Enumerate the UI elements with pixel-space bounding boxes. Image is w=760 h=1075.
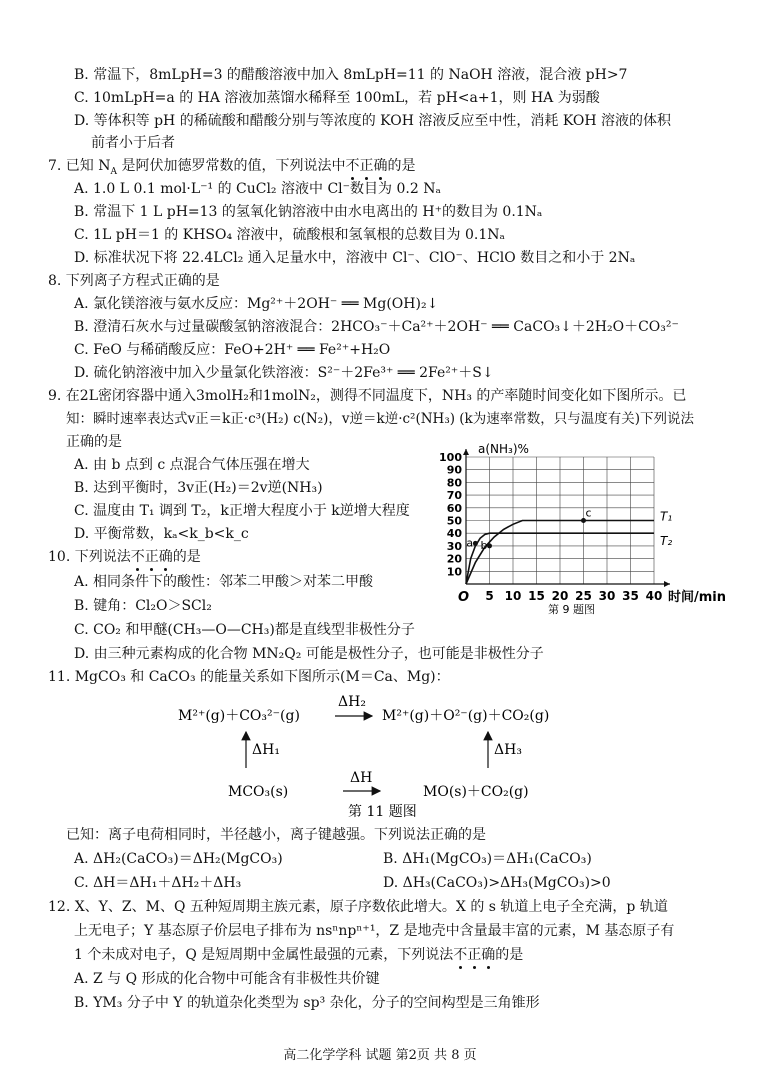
x-tick-label: 25 — [575, 589, 592, 603]
y-tick-label: 80 — [446, 476, 462, 490]
q6-option-d-cont: 前者小于后者 — [91, 135, 175, 151]
q12-stem-3: 1 个未成对电子，Q 是短周期中金属性最强的元素，下列说法不正确的是 — [74, 947, 524, 963]
chart-origin-label: O — [458, 590, 470, 605]
q8-option-c: C. FeO 与稀硝酸反应：FeO+2H⁺ ══ Fe²⁺+H₂O — [74, 342, 391, 358]
q11-stem: 11. MgCO₃ 和 CaCO₃ 的能量关系如下图所示(M＝Ca、Mg)： — [48, 669, 450, 685]
series-label-1: T₁ — [660, 509, 673, 524]
chart-x-axis-label: 时间/min — [668, 590, 727, 605]
energy-cycle-diagram — [160, 690, 600, 820]
q7-option-c: C. 1L pH＝1 的 KHSO₄ 溶液中，硫酸根和氢氧根的总数目为 0.1Nₐ — [74, 227, 505, 243]
q9-stem-1: 9. 在2L密闭容器中通入3molH₂和1molN₂，测得不同温度下，NH₃ 的产率随时间变化如下图所示。已 — [48, 388, 687, 404]
x-axis-arrow — [664, 581, 670, 587]
cycle-dh1-label: ΔH₁ — [252, 742, 280, 758]
x-tick-label: 5 — [485, 589, 494, 603]
q12-option-a: A. Z 与 Q 形成的化合物中可能含有非极性共价键 — [74, 971, 380, 987]
q10-option-d: D. 由三种元素构成的化合物 MN₂Q₂ 可能是极性分子，也可能是非极性分子 — [74, 646, 544, 662]
cycle-top-right: M²⁺(g)＋O²⁻(g)＋CO₂(g) — [382, 708, 550, 724]
x-tick-label: 10 — [504, 589, 522, 603]
q6-option-b: B. 常温下，8mLpH=3 的醋酸溶液中加入 8mLpH=11 的 NaOH 溶液，混合液 pH>7 — [74, 67, 628, 83]
q8-option-d: D. 硫化钠溶液中加入少量氯化铁溶液：S²⁻＋2Fe³⁺ ══ 2Fe²⁺＋S↓ — [74, 365, 494, 381]
chart-y-axis-label: a(NH₃)% — [478, 442, 529, 456]
point-label-a: a — [466, 536, 474, 550]
q7-option-d: D. 标准状况下将 22.4LCl₂ 通入足量水中，溶液中 Cl⁻、ClO⁻、HClO 数目之和小于 2Nₐ — [74, 250, 636, 266]
nh3-yield-chart — [430, 441, 727, 616]
q9-option-b: B. 达到平衡时，3v正(H₂)＝2v逆(NH₃) — [74, 480, 323, 496]
q9-stem-2: 知：瞬时速率表达式v正＝k正·c³(H₂) c(N₂)，v逆＝k逆·c²(NH₃) (k为速率常数，只与温度有关)下列说法 — [66, 411, 695, 427]
point-b — [487, 543, 492, 548]
cycle-dh-label: ΔH — [350, 770, 373, 786]
q11-option-b: B. ΔH₁(MgCO₃)＝ΔH₁(CaCO₃) — [383, 851, 592, 867]
q11-known: 已知：离子电荷相同时，半径越小，离子键越强。下列说法正确的是 — [66, 827, 486, 843]
x-tick-label: 35 — [622, 589, 639, 603]
q6-option-d: D. 等体积等 pH 的稀硫酸和醋酸分别与等浓度的 KOH 溶液反应至中性，消耗 KOH 溶液的体积 — [74, 113, 672, 129]
q9-option-c: C. 温度由 T₁ 调到 T₂，k正增大程度小于 k逆增大程度 — [74, 503, 410, 519]
page-footer: 高二化学学科 试题 第2页 共 8 页 — [283, 1048, 477, 1063]
q9-option-d: D. 平衡常数，kₐ<k_b<k_c — [74, 526, 249, 542]
y-tick-label: 60 — [446, 501, 462, 515]
q9-option-a: A. 由 b 点到 c 点混合气体压强在增大 — [74, 457, 310, 473]
q8-stem: 8. 下列离子方程式正确的是 — [48, 273, 220, 289]
y-tick-label: 50 — [446, 514, 462, 528]
y-tick-label: 100 — [439, 451, 462, 464]
point-label-c: c — [585, 506, 592, 520]
q8-option-a: A. 氯化镁溶液与氨水反应：Mg²⁺＋2OH⁻ ══ Mg(OH)₂↓ — [74, 296, 439, 312]
q8-option-b: B. 澄清石灰水与过量碳酸氢钠溶液混合：2HCO₃⁻＋Ca²⁺＋2OH⁻ ══ CaCO₃↓＋2H₂O＋CO₃²⁻ — [74, 319, 679, 335]
y-axis-arrow — [463, 449, 469, 455]
chart-labels — [439, 451, 672, 603]
q9-stem-3: 正确的是 — [66, 434, 122, 450]
q10-option-a: A. 相同条件下的酸性：邻苯二甲酸＞对苯二甲酸 — [74, 574, 374, 590]
q11-option-a: A. ΔH₂(CaCO₃)＝ΔH₂(MgCO₃) — [74, 851, 283, 867]
cycle-bottom-left: MCO₃(s) — [228, 784, 289, 800]
point-label-b: b — [480, 538, 488, 552]
y-tick-label: 30 — [446, 539, 462, 553]
cycle-caption: 第 11 题图 — [348, 804, 417, 820]
series-label-2: T₂ — [660, 534, 673, 549]
q11-option-c: C. ΔH＝ΔH₁＋ΔH₂＋ΔH₃ — [74, 875, 242, 891]
q7-option-a: A. 1.0 L 0.1 mol·L⁻¹ 的 CuCl₂ 溶液中 Cl⁻数目为 0.2 Nₐ — [74, 181, 441, 197]
cycle-dh2-label: ΔH₂ — [338, 694, 366, 710]
x-tick-label: 40 — [645, 589, 663, 603]
x-tick-label: 15 — [528, 589, 545, 603]
q6-option-c: C. 10mLpH=a 的 HA 溶液加蒸馏水稀释至 100mL，若 pH<a+1，则 HA 为弱酸 — [74, 90, 600, 106]
x-tick-label: 20 — [551, 589, 569, 603]
chart-title: 第 9 题图 — [548, 603, 595, 616]
cycle-bottom-right: MO(s)＋CO₂(g) — [423, 784, 529, 800]
q10-option-b: B. 键角：Cl₂O＞SCl₂ — [74, 598, 212, 614]
q7-option-b: B. 常温下 1 L pH=13 的氢氧化钠溶液中由水电离出的 H⁺的数目为 0.1Nₐ — [74, 204, 543, 220]
cycle-top-left: M²⁺(g)＋CO₃²⁻(g) — [178, 708, 300, 724]
q7-stem: 7. 已知 $N_A$ 是阿伏加德罗常数的值，下列说法中不正确的是 — [48, 158, 416, 177]
q10-option-c: C. CO₂ 和甲醚(CH₃—O—CH₃)都是直线型非极性分子 — [74, 622, 415, 638]
cycle-dh3-label: ΔH₃ — [494, 742, 522, 758]
x-tick-label: 30 — [598, 589, 616, 603]
point-a — [473, 541, 478, 546]
y-tick-label: 90 — [446, 463, 462, 477]
q10-stem: 10. 下列说法不正确的是 — [48, 549, 201, 565]
y-tick-label: 20 — [446, 552, 462, 566]
q12-stem-1: 12. X、Y、Z、M、Q 五种短周期主族元素，原子序数依此增大。X 的 s 轨道上电子全充满，p 轨道 — [48, 899, 668, 915]
q12-option-b: B. YM₃ 分子中 Y 的轨道杂化类型为 sp³ 杂化，分子的空间构型是三角锥形 — [74, 995, 540, 1011]
q12-stem-2: 上无电子；Y 基态原子价层电子排布为 nsⁿnpⁿ⁺¹，Z 是地壳中含量最丰富的元素，M 基态原子有 — [74, 923, 675, 939]
y-tick-label: 40 — [446, 527, 462, 541]
y-tick-label: 70 — [446, 489, 462, 503]
y-tick-label: 10 — [446, 565, 462, 579]
q11-option-d: D. ΔH₃(CaCO₃)>ΔH₃(MgCO₃)>0 — [383, 875, 611, 891]
